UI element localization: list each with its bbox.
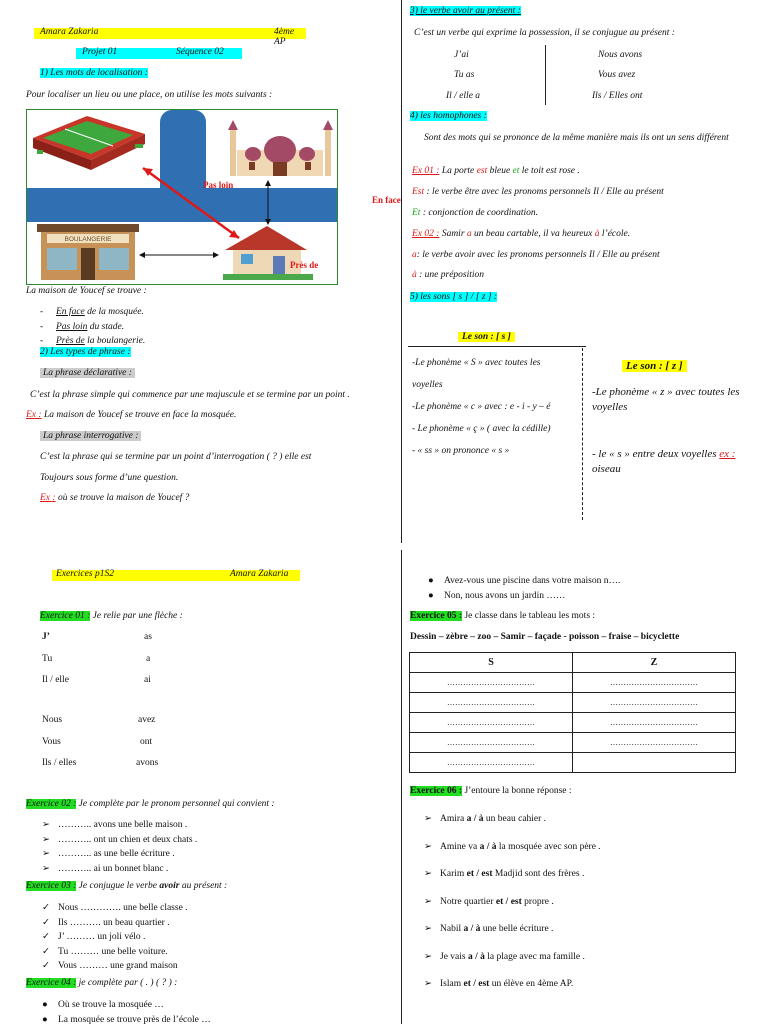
exercises-author: Amara Zakaria xyxy=(230,569,288,579)
section2-title: 2) Les types de phrase : xyxy=(40,347,131,357)
project-bar xyxy=(76,48,242,59)
son-z-title: Le son : [ z ] xyxy=(622,360,687,372)
section5-title: 5) les sons [ s ] / [ z ] : xyxy=(410,292,497,302)
ex3-item: ✓ Vous ……… une grand maison xyxy=(42,959,188,974)
exercise-01-heading: Exercice 01 : Je relie par une flèche : xyxy=(40,611,183,621)
ex1-left-3: Nous xyxy=(42,715,62,725)
table-cell[interactable]: …………………………… xyxy=(410,693,573,713)
exercise-02-heading: Exercice 02 : Je complète par le pronom personnel qui convient : xyxy=(26,799,275,809)
declarative-label: La phrase déclarative : xyxy=(40,368,135,378)
exercise-04-heading: Exercice 04 : je complète par ( . ) ( ? ) : xyxy=(26,978,177,988)
ex1-left-0: J’ xyxy=(42,632,50,642)
conj-divider xyxy=(545,45,546,105)
location-item: - Près de la boulangerie. xyxy=(40,334,145,349)
table-cell[interactable]: …………………………… xyxy=(410,673,573,693)
table-cell[interactable]: …………………………… xyxy=(573,673,736,693)
table-cell[interactable]: …………………………… xyxy=(573,733,736,753)
ex1-left-2: Il / elle xyxy=(42,675,69,685)
table-cell[interactable]: …………………………… xyxy=(410,713,573,733)
conj-vous: Vous avez xyxy=(598,70,635,80)
mosque-icon xyxy=(228,120,333,176)
section3-title: 3) le verbe avoir au présent : xyxy=(410,6,521,16)
bakery-sign: BOULANGERIE xyxy=(65,236,113,243)
son-s-rule-2: -Le phonème « c » avec : e - i - y – é xyxy=(412,396,572,418)
conj-tu: Tu as xyxy=(454,70,474,80)
son-s-rule xyxy=(408,346,586,347)
exercise-06-heading: Exercice 06 : J’entoure la bonne réponse : xyxy=(410,786,572,796)
ex4-item: ● Non, nous avons un jardin …… xyxy=(428,589,620,604)
son-z-rule-1: -Le phonème « z » avec toutes les voyelles xyxy=(592,385,752,415)
son-s-rule-3: - Le phonème « ç » ( avec la cédille) xyxy=(412,418,572,440)
author-name: Amara Zakaria xyxy=(40,27,98,37)
ex1-right-2: ai xyxy=(144,675,151,685)
homophones-intro: Sont des mots qui se prononce de la même manière mais ils ont un sens différent xyxy=(412,132,762,145)
divider-top xyxy=(401,0,402,543)
divider-bottom xyxy=(401,550,402,1024)
ex6-item: ➢ Je vais a / à la plage avec ma famille . xyxy=(424,944,601,972)
declarative-text: C’est la phrase simple qui commence par une majuscule et se termine par un point . xyxy=(30,390,350,400)
son-z-rule-2: - le « s » entre deux voyelles ex : oiseau xyxy=(592,447,762,477)
ex1-right-1: a xyxy=(146,654,150,664)
ex4-item: ● Où se trouve la mosquée … xyxy=(42,998,211,1013)
interrogative-label: La phrase interrogative : xyxy=(40,431,141,441)
exercise-02-list xyxy=(42,818,197,876)
ex4-item: ● Avez-vous une piscine dans votre maison n…. xyxy=(428,574,620,589)
ex3-item: ✓ Ils ………. un beau quartier . xyxy=(42,916,188,931)
table-cell[interactable]: …………………………… xyxy=(573,693,736,713)
ex1-right-5: avons xyxy=(136,758,158,768)
ex3-item: ✓ Nous …………. une belle classe . xyxy=(42,901,188,916)
exercise-05-heading: Exercice 05 : Je classe dans le tableau les mots : xyxy=(410,611,595,621)
ex3-item: ✓ J’ ……… un joli vélo . xyxy=(42,930,188,945)
section4-title: 4) les homophones : xyxy=(410,111,487,121)
son-s-rule-4: - « ss » on prononce « s » xyxy=(412,440,572,462)
ex6-item: ➢ Amine va a / à la mosquée avec son père . xyxy=(424,834,601,862)
location-item: - Pas loin du stade. xyxy=(40,320,145,335)
exercise-04-list-continued xyxy=(428,574,620,603)
homophone-example-2: Ex 02 : Samir a un beau cartable, il va heureux à l’école. xyxy=(412,229,630,239)
homophone-example-1: Ex 01 : La porte est bleue et le toit est rose . xyxy=(412,166,580,176)
section1-intro: Pour localiser un lieu ou une place, on utilise les mots suivants : xyxy=(26,90,272,100)
a-definition: a: le verbe avoir avec les pronoms personnels Il / Elle au présent xyxy=(412,250,660,260)
label-en-face: En face xyxy=(372,195,401,205)
est-definition: Est : le verbe être avec les pronoms personnels Il / Elle au présent xyxy=(412,187,664,197)
interrogative-example: Ex : où se trouve la maison de Youcef ? xyxy=(40,493,189,503)
ex1-left-1: Tu xyxy=(42,654,52,664)
ex2-item: ➢ ……….. as une belle écriture . xyxy=(42,847,197,862)
conj-nous: Nous avons xyxy=(598,50,642,60)
exercise-05-words: Dessin – zèbre – zoo – Samir – façade - poisson – fraise – bicyclette xyxy=(410,632,679,642)
exercises-title: Exercices p1S2 xyxy=(56,569,114,579)
ex2-item: ➢ ……….. avons une belle maison . xyxy=(42,818,197,833)
ex6-item: ➢ Nabil a / à une belle écriture . xyxy=(424,916,601,944)
et-definition: Et : conjonction de coordination. xyxy=(412,208,538,218)
label-pas-loin: Pas loin xyxy=(203,180,233,190)
ex1-right-4: ont xyxy=(140,737,152,747)
exercises-header-bar xyxy=(52,570,300,581)
conj-il: Il / elle a xyxy=(446,91,480,101)
ex1-left-4: Vous xyxy=(42,737,61,747)
son-s-title: Le son : [ s ] xyxy=(458,332,515,342)
ex2-item: ➢ ……….. ont un chien et deux chats . xyxy=(42,833,197,848)
conj-j-ai: J’ai xyxy=(454,50,469,60)
label-pres-de: Près de xyxy=(290,260,318,270)
image-caption: La maison de Youcef se trouve : xyxy=(26,286,147,296)
son-s-rules xyxy=(412,352,572,462)
illustration-svg xyxy=(27,110,337,284)
sequence-label: Séquence 02 xyxy=(176,47,224,57)
ex1-left-5: Ils / elles xyxy=(42,758,76,768)
localisation-illustration xyxy=(26,109,338,285)
ex4-item: ● La mosquée se trouve près de l’école … xyxy=(42,1013,211,1027)
exercise-03-heading: Exercice 03 : Je conjugue le verbe avoir au présent : xyxy=(26,881,227,891)
location-item: - En face de la mosquée. xyxy=(40,305,145,320)
sound-classification-table xyxy=(409,652,736,773)
table-cell[interactable]: …………………………… xyxy=(573,713,736,733)
table-cell[interactable]: …………………………… xyxy=(410,733,573,753)
ex1-right-3: avez xyxy=(138,715,155,725)
interrogative-text-2: Toujours sous forme d’une question. xyxy=(40,473,178,483)
ex6-item: ➢ Islam et / est un élève en 4ème AP. xyxy=(424,971,601,999)
ex6-item: ➢ Amira a / à un beau cahier . xyxy=(424,806,601,834)
interrogative-text-1: C’est la phrase qui se termine par un point d’interrogation ( ? ) elle est xyxy=(40,452,311,462)
table-cell[interactable] xyxy=(573,753,736,773)
conj-ils: Ils / Elles ont xyxy=(592,91,642,101)
sons-divider xyxy=(582,348,584,520)
declarative-example: Ex : La maison de Youcef se trouve en face la mosquée. xyxy=(26,410,236,420)
stadium-icon xyxy=(33,116,145,170)
ex2-item: ➢ ……….. ai un bonnet blanc . xyxy=(42,862,197,877)
a-accent-definition: à : une préposition xyxy=(412,270,484,280)
ex3-item: ✓ Tu ……… une belle voiture. xyxy=(42,945,188,960)
section3-intro: C’est un verbe qui exprime la possession, il se conjugue au présent : xyxy=(414,28,675,38)
col-z: Z xyxy=(573,653,736,673)
ex6-item: ➢ Notre quartier et / est propre . xyxy=(424,889,601,917)
ex6-item: ➢ Karim et / est Madjid sont des frères . xyxy=(424,861,601,889)
location-list xyxy=(40,305,145,349)
ex1-right-0: as xyxy=(144,632,152,642)
level: 4ème AP xyxy=(274,27,306,47)
header-bar xyxy=(34,28,306,39)
son-s-rule-1: -Le phonème « S » avec toutes les voyelles xyxy=(412,352,572,396)
bakery-icon xyxy=(37,224,139,280)
exercise-04-list xyxy=(42,998,211,1027)
exercise-03-list xyxy=(42,901,188,974)
section1-title: 1) Les mots de localisation : xyxy=(40,68,148,78)
project-label: Projet 01 xyxy=(82,47,117,57)
col-s: S xyxy=(410,653,573,673)
table-cell[interactable]: …………………………… xyxy=(410,753,573,773)
exercise-06-list xyxy=(424,806,601,999)
